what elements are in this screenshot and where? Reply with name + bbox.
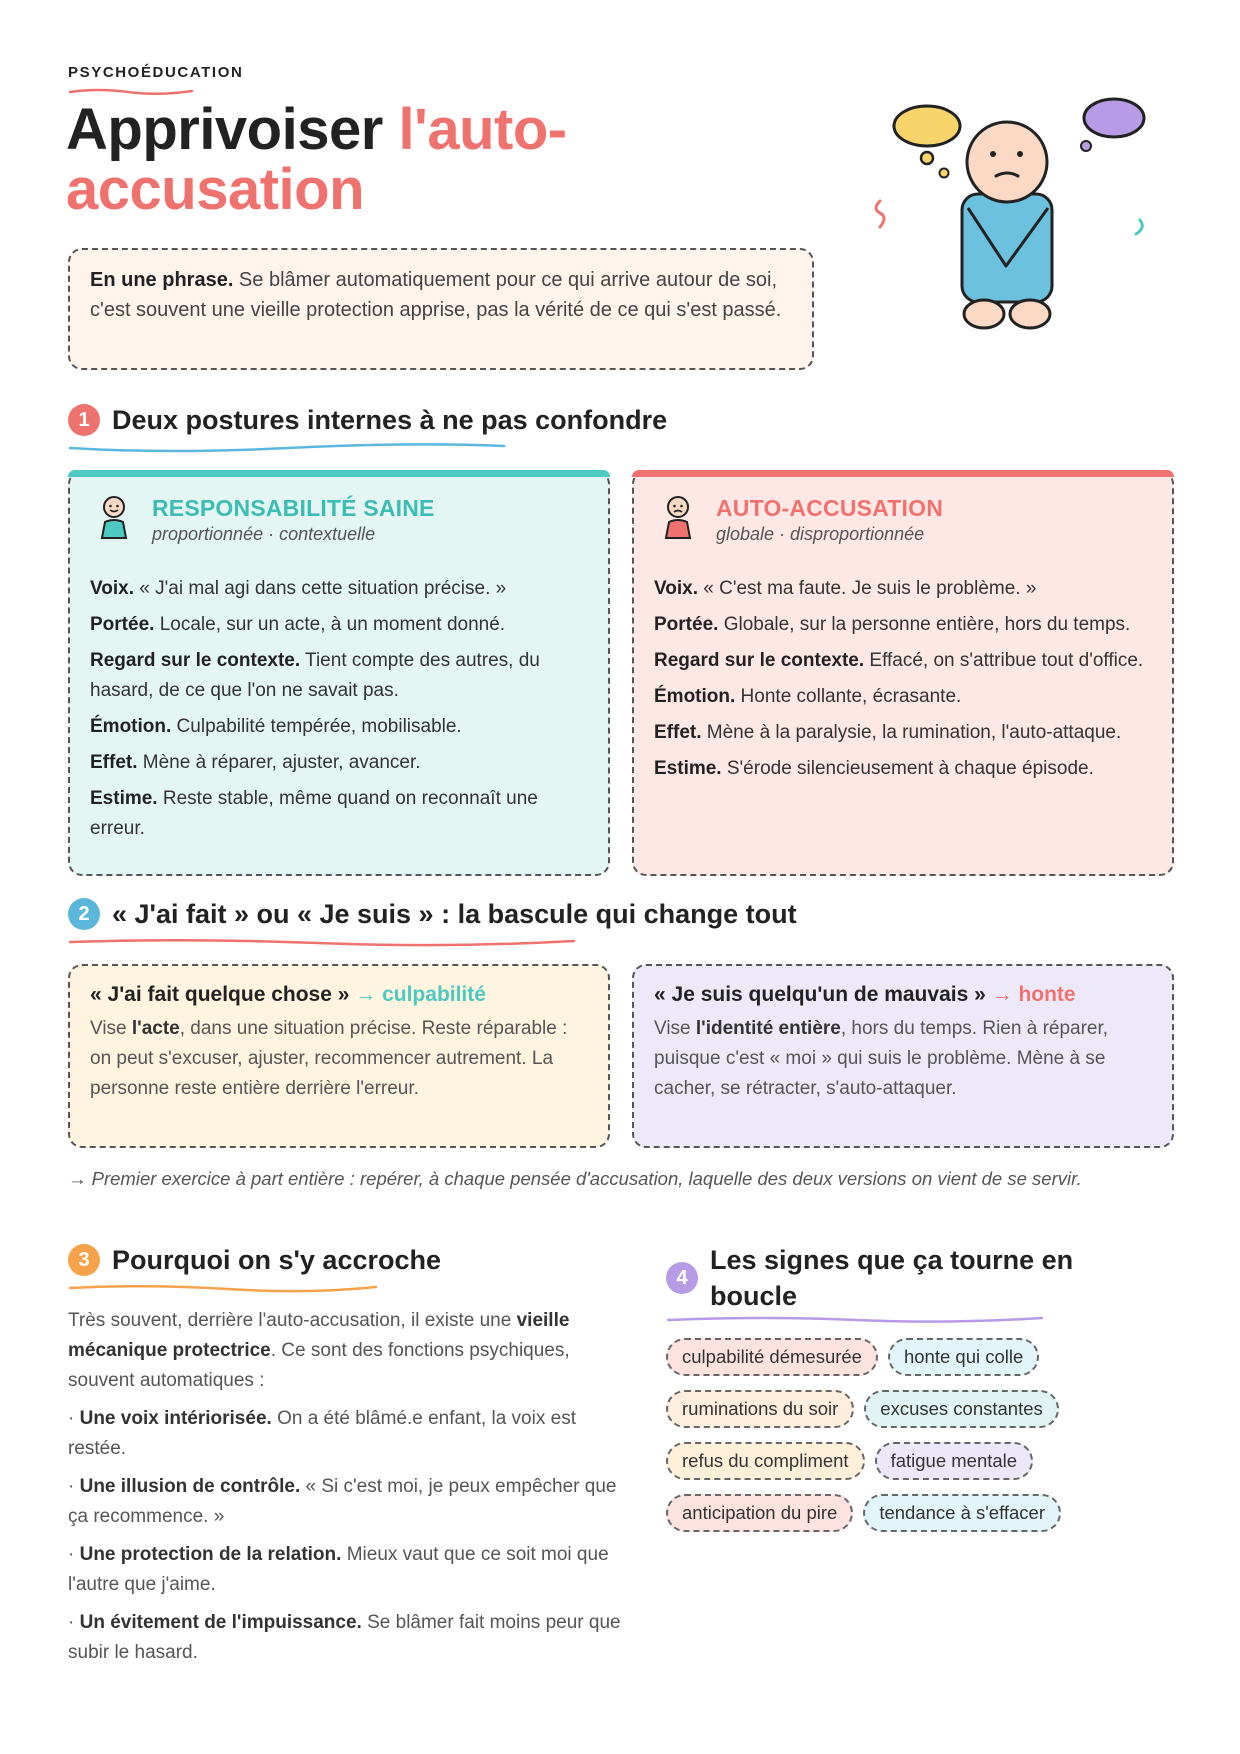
section-number: 4 — [666, 1262, 698, 1294]
section-number: 2 — [68, 898, 100, 930]
signs-chip-group — [666, 1338, 1106, 1546]
card-title: AUTO-ACCUSATION — [716, 495, 944, 521]
section-number: 3 — [68, 1244, 100, 1276]
card-auto-accusation — [632, 470, 1174, 876]
list-item: · Un évitement de l'impuissance. Se blâmer fait moins peur que subir le hasard. — [68, 1612, 621, 1663]
thought-bubble-right — [1084, 99, 1144, 137]
section-2-underline — [68, 936, 578, 948]
quote-body: Vise l'acte, dans une situation précise. Reste réparable : on peut s'excuser, ajuster, recommencer autrement. La personne reste entière derrière l'erreur. — [90, 1018, 568, 1099]
list-item: · Une protection de la relation. Mieux vaut que ce soit moi que l'autre que j'aime. — [68, 1544, 609, 1595]
section-3-body — [68, 1306, 638, 1676]
sign-chip: honte qui colle — [888, 1338, 1039, 1376]
squiggle — [1136, 220, 1142, 234]
list-item: Effet. Mène à la paralysie, la rumination, l'auto-attaque. — [654, 722, 1122, 743]
quote-title: « Je suis quelqu'un de mauvais » → honte — [654, 983, 1076, 1006]
worried-person-illustration — [860, 96, 1160, 356]
list-item: Voix. « J'ai mal agi dans cette situation précise. » — [90, 578, 507, 599]
list-item: Regard sur le contexte. Effacé, on s'attribue tout d'office. — [654, 650, 1144, 671]
card-responsabilite-saine — [68, 470, 610, 876]
sign-chip: culpabilité démesurée — [666, 1338, 878, 1376]
title-accent: l'auto- — [398, 97, 567, 162]
card-jai-fait — [68, 964, 610, 1148]
list-item: Voix. « C'est ma faute. Je suis le problème. » — [654, 578, 1037, 599]
sign-chip: excuses constantes — [864, 1390, 1058, 1428]
section-4-heading — [666, 1242, 1073, 1314]
card-accent-bar — [632, 470, 1174, 477]
sad-person-icon — [660, 494, 696, 540]
head — [967, 122, 1047, 202]
title-part: Apprivoiser — [66, 97, 399, 162]
sign-chip: refus du compliment — [666, 1442, 865, 1480]
foot — [1010, 300, 1050, 328]
card-accent-bar — [68, 470, 610, 477]
section-number: 1 — [68, 404, 100, 436]
list-item: Émotion. Honte collante, écrasante. — [654, 686, 962, 707]
sign-chip: ruminations du soir — [666, 1390, 854, 1428]
thought-bubble-left — [894, 106, 960, 146]
section-title: Deux postures internes à ne pas confondre — [112, 405, 668, 435]
section-title: « J'ai fait » ou « Je suis » : la bascule qui change tout — [112, 899, 797, 929]
quote-body: Vise l'identité entière, hors du temps. Rien à réparer, puisque c'est « moi » qui suis le problème. Mène à se cacher, se rétracter, s'auto-attaquer. — [654, 1018, 1109, 1099]
sign-chip: anticipation du pire — [666, 1494, 853, 1532]
sign-chip: tendance à s'effacer — [863, 1494, 1061, 1532]
section-4-underline — [666, 1314, 1046, 1326]
list-item: Portée. Globale, sur la personne entière, hors du temps. — [654, 614, 1131, 635]
summary-lead: En une phrase. — [90, 269, 234, 291]
section-title: Les signes que ça tourne en boucle — [710, 1245, 1074, 1311]
thought-dot — [921, 152, 933, 164]
list-item: Effet. Mène à réparer, ajuster, avancer. — [90, 752, 421, 773]
thought-dot — [940, 169, 949, 178]
quote-title: « J'ai fait quelque chose » → culpabilité — [90, 983, 486, 1006]
eye — [1017, 151, 1023, 157]
section-1-heading — [68, 402, 667, 438]
calm-person-icon — [96, 494, 132, 540]
section-1-underline — [68, 442, 508, 454]
list-item: · Une illusion de contrôle. « Si c'est moi, je peux empêcher que ça recommence. » — [68, 1476, 617, 1527]
section-title: Pourquoi on s'y accroche — [112, 1245, 441, 1275]
list-item: Regard sur le contexte. Tient compte des autres, du hasard, de ce que l'on ne savait pas. — [90, 650, 540, 701]
eye — [990, 151, 996, 157]
summary-text: Se blâmer automatiquement pour ce qui arrive autour de soi, c'est souvent une vieille protection apprise, pas la vérité de ce qui s'est passé. — [90, 269, 782, 321]
card-subtitle: proportionnée · contextuelle — [152, 524, 376, 544]
list-item: Estime. S'érode silencieusement à chaque épisode. — [654, 758, 1094, 779]
eyebrow-label: PSYCHOÉDUCATION — [68, 64, 244, 81]
list-item: Portée. Locale, sur un acte, à un moment donné. — [90, 614, 506, 635]
list-item: Émotion. Culpabilité tempérée, mobilisable. — [90, 716, 462, 737]
card-subtitle: globale · disproportionnée — [716, 524, 925, 544]
squiggle — [876, 201, 884, 227]
list-item: · Une voix intériorisée. On a été blâmé.e enfant, la voix est restée. — [68, 1408, 576, 1459]
summary-box — [68, 248, 814, 370]
exercise-note: → Premier exercice à part entière : repérer, à chaque pensée d'accusation, laquelle des deux versions on vient de se servir. — [68, 1168, 1082, 1189]
card-title: RESPONSABILITÉ SAINE — [152, 495, 435, 521]
body — [962, 194, 1052, 302]
intro-paragraph: Très souvent, derrière l'auto-accusation, il existe une vieille mécanique protectrice. Ce sont des fonctions psychiques, souvent automatiques : — [68, 1310, 570, 1391]
title-accent-second-line: accusation — [66, 157, 364, 222]
list-item: Estime. Reste stable, même quand on reconnaît une erreur. — [90, 788, 538, 839]
thought-dot — [1081, 141, 1091, 151]
section-2-heading — [68, 896, 797, 932]
section-3-underline — [68, 1282, 380, 1294]
section-3-heading — [68, 1242, 441, 1278]
sign-chip: fatigue mentale — [875, 1442, 1034, 1480]
page-title — [66, 97, 567, 222]
card-je-suis — [632, 964, 1174, 1148]
foot — [964, 300, 1004, 328]
